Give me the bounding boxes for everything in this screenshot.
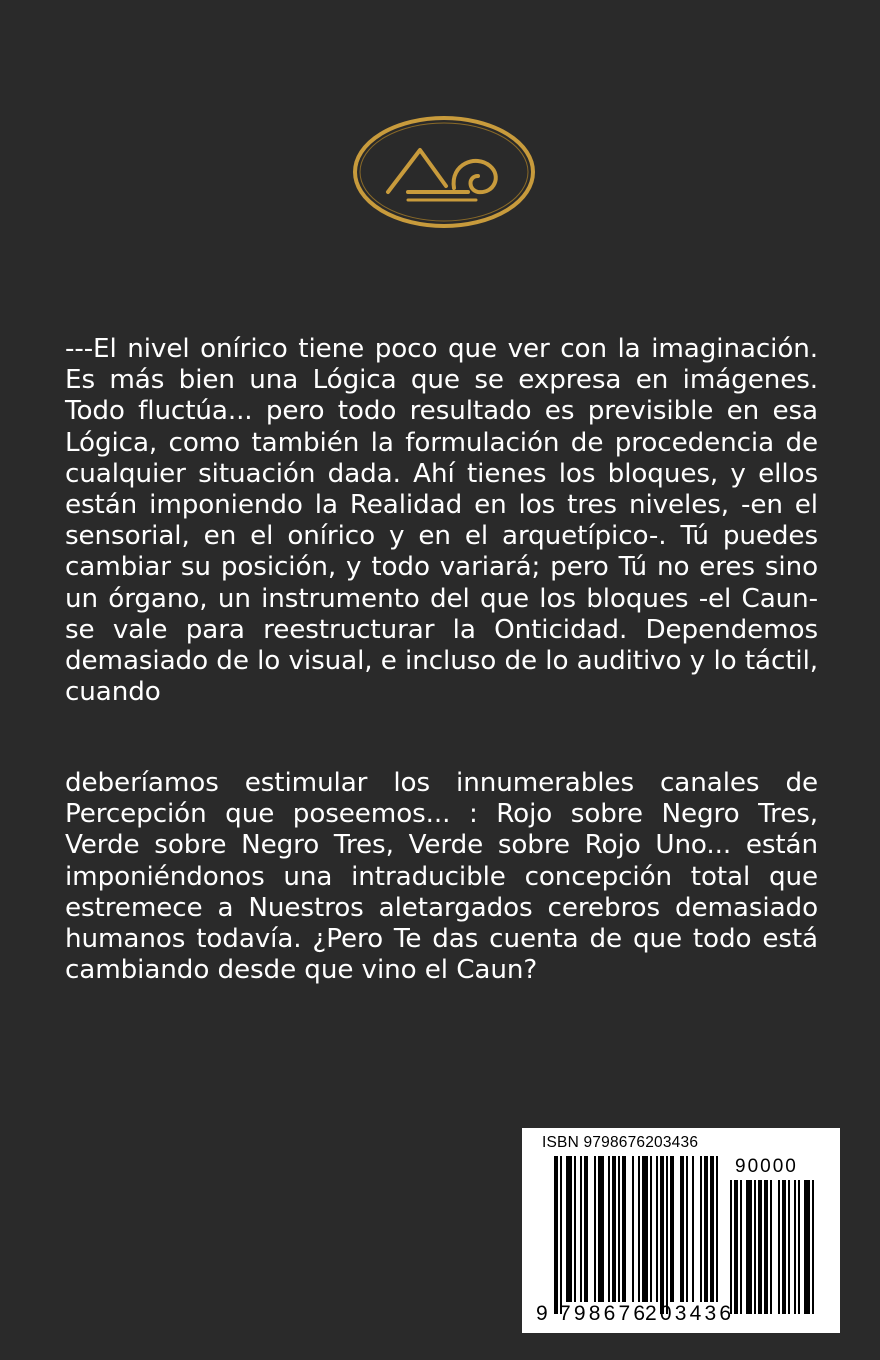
barcode-right-digits: 203436 bbox=[645, 1302, 735, 1325]
paragraph-1: ---El nivel onírico tiene poco que ver con la imaginación. Es más bien una Lógica que se expresa en imágenes. Todo fluctúa... pero todo resultado es previsible en esa Lógica, como también la formulación de procedencia de cualquier situación dada. Ahí tienes los bloques, y ellos están imponiendo la Realidad en los tres niveles, -en el sensorial, en el onírico y en el arquetípico-. Tú puedes cambiar su posición, y todo variará; pero Tú no eres sino un órgano, un instrumento del que los bloques -el Caun- se vale para reestructurar la Onticidad. Dependemos demasiado de lo visual, e incluso de lo auditivo y lo táctil, cuando bbox=[65, 334, 818, 708]
back-cover-text-paragraph-1 bbox=[65, 334, 818, 708]
golden-oval-emblem-icon bbox=[350, 114, 538, 230]
isbn-label: ISBN 9798676203436 bbox=[542, 1134, 699, 1151]
isbn-barcode bbox=[522, 1128, 840, 1333]
paragraph-2: deberíamos estimular los innumerables canales de Percepción que poseemos... : Rojo sobre Negro Tres, Verde sobre Negro Tres, Verde sobre Rojo Uno... están imponiéndonos una intraducible concepción total que estremece a Nuestros aletargados cerebros demasiado humanos todavía. ¿Pero Te das cuenta de que todo está cambiando desde que vino el Caun? bbox=[65, 768, 818, 986]
price-code: 90000 bbox=[735, 1156, 798, 1177]
barcode-left-digits: 798676 bbox=[559, 1302, 649, 1325]
back-cover-text-paragraph-2 bbox=[65, 768, 818, 986]
barcode-first-digit: 9 bbox=[536, 1302, 551, 1325]
